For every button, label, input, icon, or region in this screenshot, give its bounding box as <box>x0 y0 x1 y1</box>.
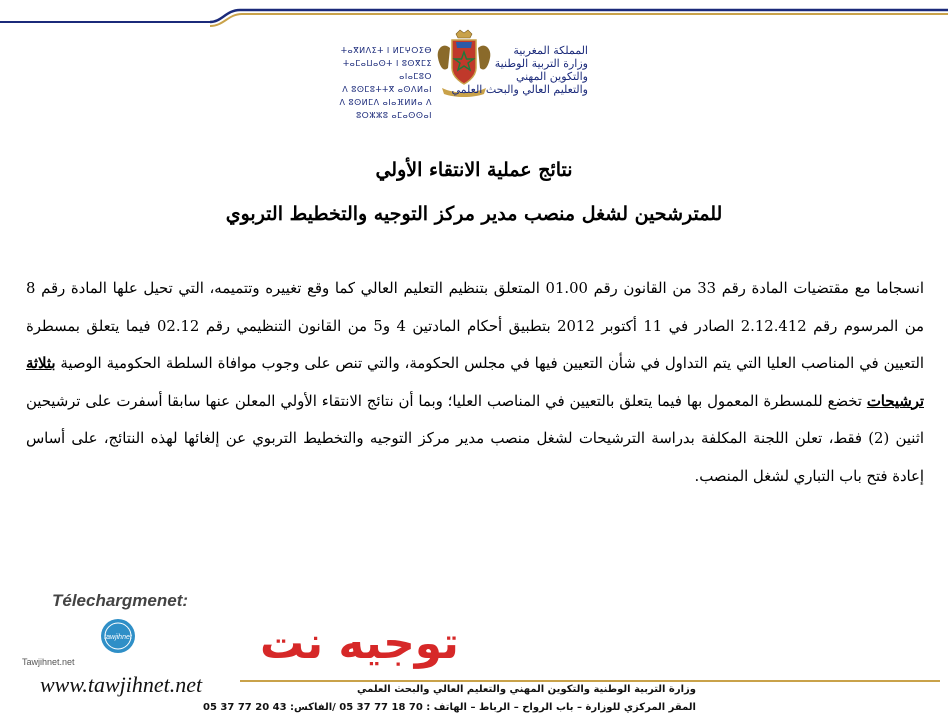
tifinagh-line: ⵜⴰⵎⴰⵡⴰⵙⵜ ⵏ ⵓⵙⴳⵎⵉ ⴰⵏⴰⵎⵓⵔ <box>343 59 432 81</box>
arabic-header-line: والتعليم العالي والبحث العلمي <box>451 83 588 96</box>
top-decorative-rule <box>0 0 948 30</box>
logo-text: توجيه نت <box>260 618 459 669</box>
body-text-part-1: انسجاما مع مقتضيات المادة رقم 33 من القانون رقم 01.00 المتعلق بتنظيم التعليم العالي كما وقع تغييره وتتميمه، التي تحيل علها المادة رقم 8 من المرسوم رقم 2.12.412 الصادر في 11 أكتوبر 2012 بتطبيق أحكام المادتين 4 و5 من القانون التنظيمي رقم 02.12 فيما يتعلق بمسطرة التعيين في المناصب العليا التي يتم التداول في شأن التعيين فيها في مجلس الحكومة، والتي تنص على وجوب موافاة السلطة الحكومية الوصية <box>26 280 924 373</box>
arabic-header-line: وزارة التربية الوطنية <box>494 57 588 70</box>
header-arabic <box>408 44 588 96</box>
document-subtitle: للمترشحين لشغل منصب مدير مركز التوجيه والتخطيط التربوي <box>225 203 723 225</box>
arabic-header-line: والتكوين المهني <box>515 70 588 83</box>
tifinagh-line: ⴷ ⵓⵙⵍⵎⴷ ⴰⵏⴰⴼⵍⵍⴰ ⴷ ⵓⵔⵣⵣⵓ ⴰⵎⴰⵙⵙⴰⵏ <box>339 98 432 120</box>
body-text-part-2: تخضع للمسطرة المعمول بها فيما يتعلق بالتعيين في المناصب العليا؛ وبما أن نتائج الانتقاء الأولي المعلن عنها سابقا أسفرت على ترشيحين اثنين (2) فقط، تعلن اللجنة المكلفة بدراسة الترشيحات لشغل منصب مدير مركز التوجيه والتخطيط التربوي عن إلغائها لهذه النتائج، على أساس إعادة فتح باب التباري لشغل المنصب. <box>26 392 924 485</box>
watermark-caption: Télechargmenet: <box>52 591 189 610</box>
body-underlined-phrase: بثلاثة ترشيحات <box>26 355 924 410</box>
watermark-url-link[interactable]: www.tawjihnet.net <box>40 672 203 697</box>
footer-address: المقر المركزي للوزارة – باب الرواح – الرباط – الهاتف : 70 18 77 37 05 /الفاكس: 43 20 77 37 05 <box>203 702 696 713</box>
document-title: نتائج عملية الانتقاء الأولي <box>375 159 573 181</box>
watermark-small-text: Tawjihnet.net <box>22 657 75 667</box>
footer-ministry-name: وزارة التربية الوطنية والتكوين المهني والتعليم العالي والبحث العلمي <box>357 684 696 695</box>
logo-badge-text: tawjihnet <box>104 634 132 641</box>
tifinagh-line: ⴷ ⵓⵙⵎⵓⵜⵜⴳ ⴰⵙⴷⵍⴰⵏ <box>342 85 432 94</box>
footer-divider <box>240 680 940 682</box>
tifinagh-line: ⵜⴰⴳⵍⴷⵉⵜ ⵏ ⵍⵎⵖⵔⵉⴱ <box>340 46 432 55</box>
arabic-header-line: المملكة المغربية <box>513 44 588 57</box>
announcement-body <box>26 270 924 496</box>
